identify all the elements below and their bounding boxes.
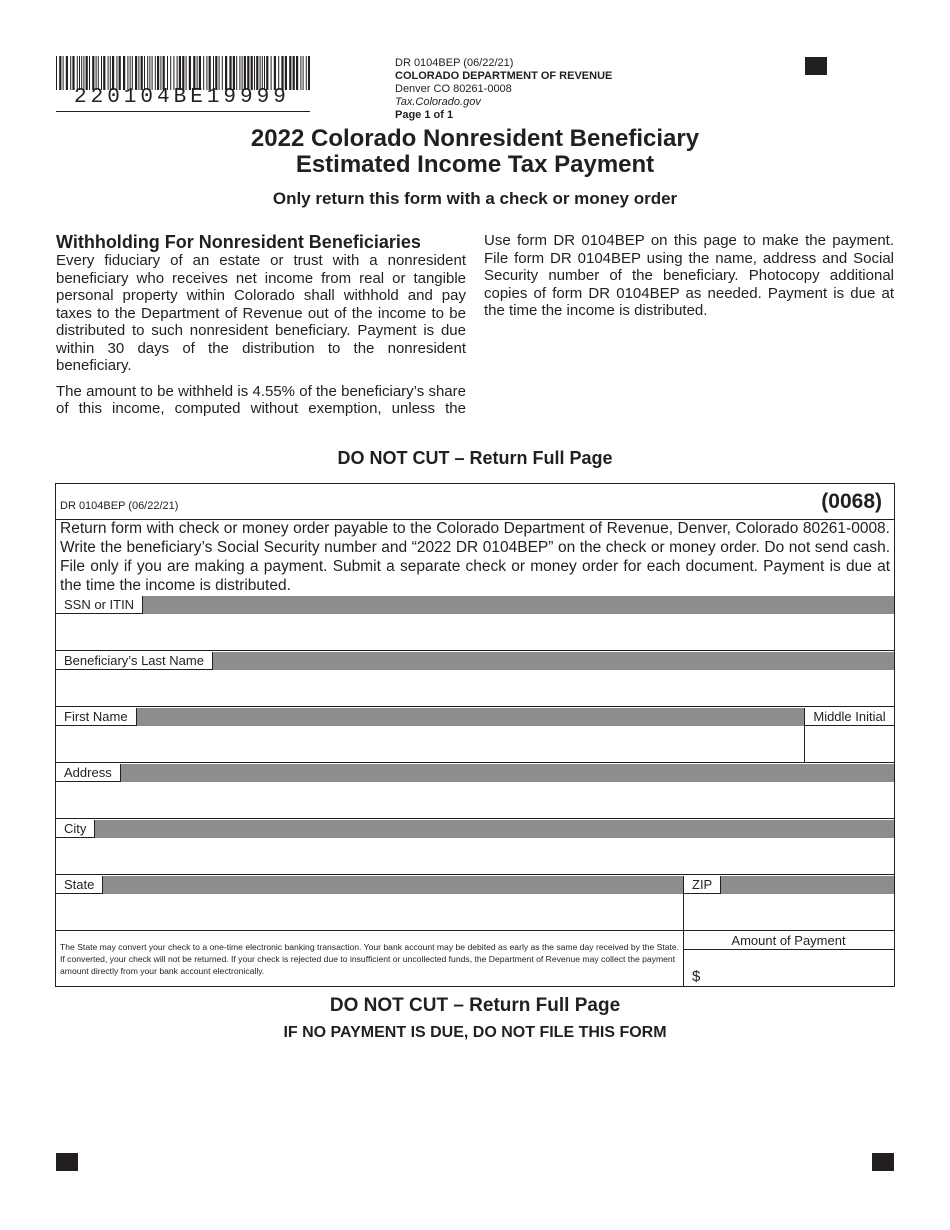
instructions-para-2-part bbox=[56, 383, 466, 418]
city-input[interactable] bbox=[56, 838, 894, 875]
amount-of-payment-input[interactable] bbox=[684, 950, 894, 986]
cut-notice-bottom: DO NOT CUT – Return Full Page bbox=[329, 995, 621, 1016]
last-name-label: Beneficiary’s Last Name bbox=[56, 652, 213, 670]
first-name-band bbox=[56, 708, 804, 726]
amount-of-payment-label: Amount of Payment bbox=[731, 933, 846, 948]
barcode bbox=[56, 56, 310, 90]
form-title-line2: Estimated Income Tax Payment bbox=[295, 151, 655, 178]
ssn-label: SSN or ITIN bbox=[56, 596, 143, 614]
voucher-code: (0068) bbox=[821, 490, 882, 513]
payment-voucher bbox=[55, 483, 895, 987]
barcode-number: 220104BE19999 bbox=[74, 86, 290, 109]
form-title-line1: 2022 Colorado Nonresident Beneficiary bbox=[250, 125, 700, 152]
state-input[interactable] bbox=[56, 894, 683, 931]
address-input[interactable] bbox=[56, 782, 894, 819]
registration-mark-top-right bbox=[805, 57, 827, 75]
zip-label: ZIP bbox=[683, 876, 721, 894]
first-name-label: First Name bbox=[56, 708, 137, 726]
city-band bbox=[56, 820, 894, 838]
barcode-underline bbox=[56, 111, 310, 112]
instructions-heading: Withholding For Nonresident Beneficiaries bbox=[56, 232, 421, 252]
electronic-conversion-disclaimer: The State may convert your check to a one-time electronic banking transaction. Your bank account may be debited as early as the same day received by the State. If converted, your check will not be returned. If your check is rejected due to insufficient or uncollected funds, the Department of Revenue may collect the payment amount directly from your bank account electronically. bbox=[60, 942, 680, 976]
form-subtitle: Only return this form with a check or money order bbox=[272, 189, 678, 208]
registration-mark-bottom-right bbox=[872, 1153, 894, 1171]
cut-notice-top: DO NOT CUT – Return Full Page bbox=[337, 448, 613, 468]
address-band bbox=[56, 764, 894, 782]
no-payment-notice: IF NO PAYMENT IS DUE, DO NOT FILE THIS FORM bbox=[283, 1024, 667, 1041]
header-website: Tax.Colorado.gov bbox=[395, 96, 481, 108]
state-label: State bbox=[56, 876, 103, 894]
dollar-sign: $ bbox=[692, 968, 701, 985]
ssn-band bbox=[56, 596, 894, 614]
voucher-instructions: Return form with check or money order payable to the Colorado Department of Revenue, Denver, Colorado 80261-0008. Write the beneficiary’s Social Security number and “2022 DR 0104BEP” on the check or money order. Do not send cash. File only if you are making a payment. Submit a separate check or money order for each document. Payment is due at the time the income is distributed. bbox=[60, 520, 890, 594]
instructions-right-column bbox=[484, 232, 894, 328]
address-label: Address bbox=[56, 764, 121, 782]
middle-initial-input[interactable] bbox=[804, 726, 894, 763]
city-label: City bbox=[56, 820, 95, 838]
header-form-id: DR 0104BEP (06/22/21) bbox=[395, 57, 514, 69]
header-department: COLORADO DEPARTMENT OF REVENUE bbox=[395, 70, 613, 82]
registration-mark-bottom-left bbox=[56, 1153, 78, 1171]
header-info bbox=[395, 57, 612, 122]
zip-input[interactable] bbox=[683, 894, 894, 931]
header-city: Denver CO 80261-0008 bbox=[395, 83, 512, 95]
header-page: Page 1 of 1 bbox=[395, 109, 454, 121]
first-name-input[interactable] bbox=[56, 726, 804, 763]
state-zip-band bbox=[56, 876, 894, 894]
ssn-input[interactable] bbox=[56, 614, 894, 651]
instructions-para-3: Use form DR 0104BEP on this page to make the payment. File form DR 0104BEP using the name, address and Social Security number of the beneficiary. Photocopy additional copies of form DR 0104BEP as needed. Payment is due at the time the income is distributed. bbox=[484, 232, 894, 319]
instructions-left-column bbox=[56, 232, 466, 426]
instructions-para-2: The amount to be withheld is 4.55% of the beneficiary’s share of this income, computed without exemption, unless the bbox=[56, 382, 466, 417]
instructions-para-1: Every fiduciary of an estate or trust with a nonresident beneficiary who receives net income from real or tangible personal property within Colorado shall withhold and pay taxes to the Department of Revenue out of the income to be distributed to such nonresident beneficiary. Payment is due within 30 days of the distribution to the nonresident beneficiary. bbox=[56, 252, 466, 374]
last-name-input[interactable] bbox=[56, 670, 894, 707]
voucher-form-id: DR 0104BEP (06/22/21) bbox=[60, 500, 179, 512]
middle-initial-label: Middle Initial bbox=[804, 708, 894, 726]
